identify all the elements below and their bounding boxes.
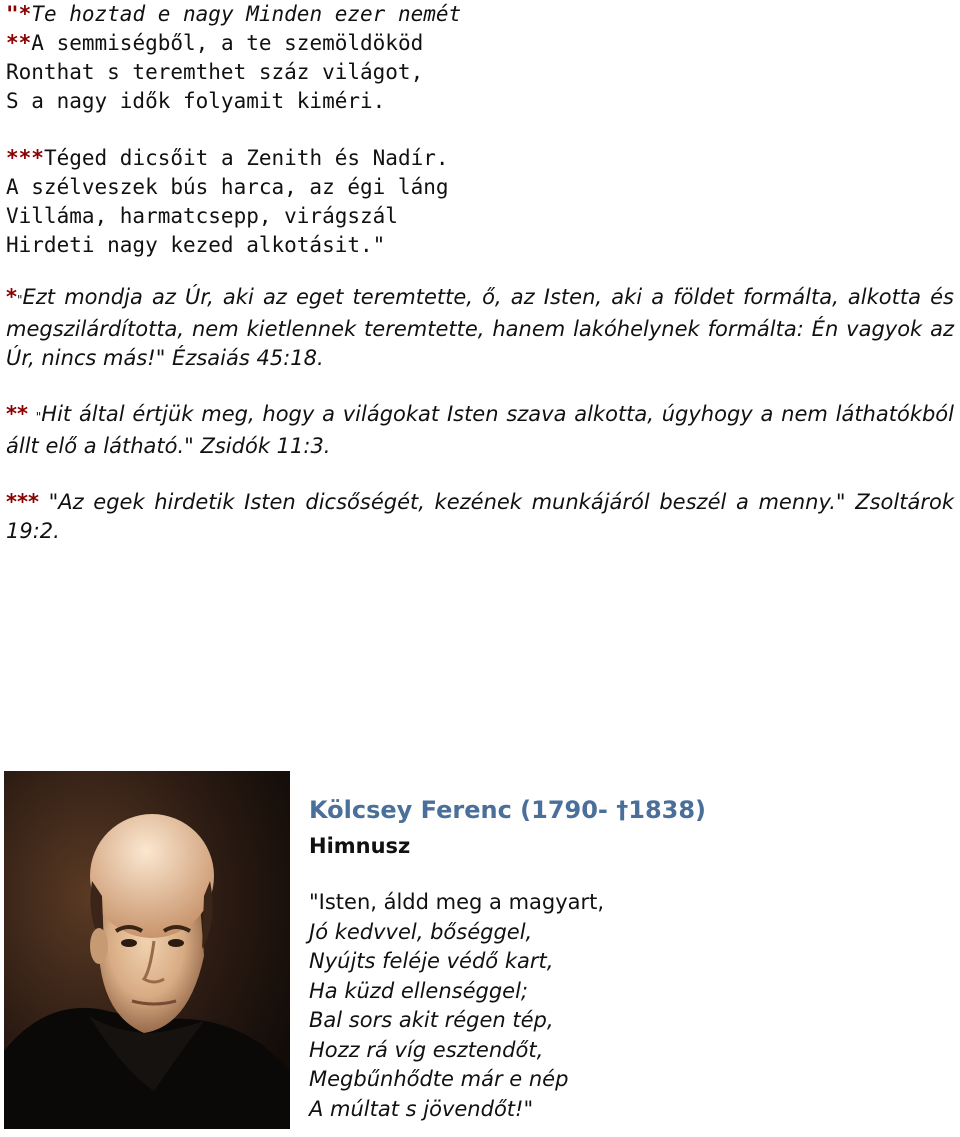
poem-line: Hirdeti nagy kezed alkotásit." (6, 233, 386, 257)
poem-line: Ronthat s teremthet száz világot, (6, 60, 424, 84)
hymn-line: Megbűnhődte már e nép (309, 1067, 569, 1091)
portrait-image (4, 771, 290, 1129)
poem-line: A szélveszek bús harca, az égi láng (6, 175, 449, 199)
poem-line: **A semmiségből, a te szemöldököd (6, 31, 424, 55)
hymn-line: Ha küzd ellenséggel; (309, 978, 529, 1003)
hymn-line: Bal sors akit régen tép, (309, 1008, 554, 1032)
hymn-line: "Isten, áldd meg a magyart, (309, 890, 605, 914)
footnote: *"Ezt mondja az Úr, aki az eget teremtette, ő, az Isten, aki a földet formálta, alkotta és megszilárdította, nem kietlennek teremtette, hanem lakóhelynek formálta: Én vagyok az Úr, nincs más!" Ézsaiás 45:18. (6, 285, 954, 370)
hymn-line: Jó kedvvel, bőséggel, (309, 919, 533, 944)
hymn-line: Nyújts feléje védő kart, (309, 949, 554, 973)
footnote: ** "Hit által értjük meg, hogy a világokat Isten szava alkotta, úgyhogy a nem láthatókból állt elő a látható." Zsidók 11:3. (6, 402, 954, 458)
hymn-line: Hozz rá víg esztendőt, (309, 1037, 544, 1062)
footnote: *** "Az egek hirdetik Isten dicsőségét, kezének munkájáról beszél a menny." Zsoltárok 19:2. (6, 490, 954, 543)
poem (6, 0, 461, 260)
poem-line: Villáma, harmatcsepp, virágszál (6, 204, 398, 228)
footnote-marker: "* (6, 2, 32, 26)
hymn-author-title: Kölcsey Ferenc (1790- †1838) (309, 796, 707, 824)
hymn-block (309, 793, 706, 1124)
poem-line: ***Téged dicsőit a Zenith és Nadír. (6, 146, 449, 170)
hymn-text (309, 888, 706, 1124)
hymn-line: A múltat s jövendőt!" (309, 1096, 534, 1121)
footnote-marker: ** (6, 31, 32, 55)
poem-line: "*Te hoztad e nagy Minden ezer nemét (6, 2, 462, 26)
footnote-marker: *** (6, 490, 39, 514)
footnote-marker: * (6, 285, 17, 309)
poem-line: S a nagy idők folyamit kiméri. (6, 89, 386, 113)
hymn-subtitle: Himnusz (309, 834, 411, 858)
footnote-marker: *** (6, 146, 44, 170)
portrait-illustration (4, 771, 290, 1129)
stanza-gap (6, 116, 461, 144)
footnote-marker: ** (6, 402, 28, 426)
footnotes (6, 283, 954, 573)
